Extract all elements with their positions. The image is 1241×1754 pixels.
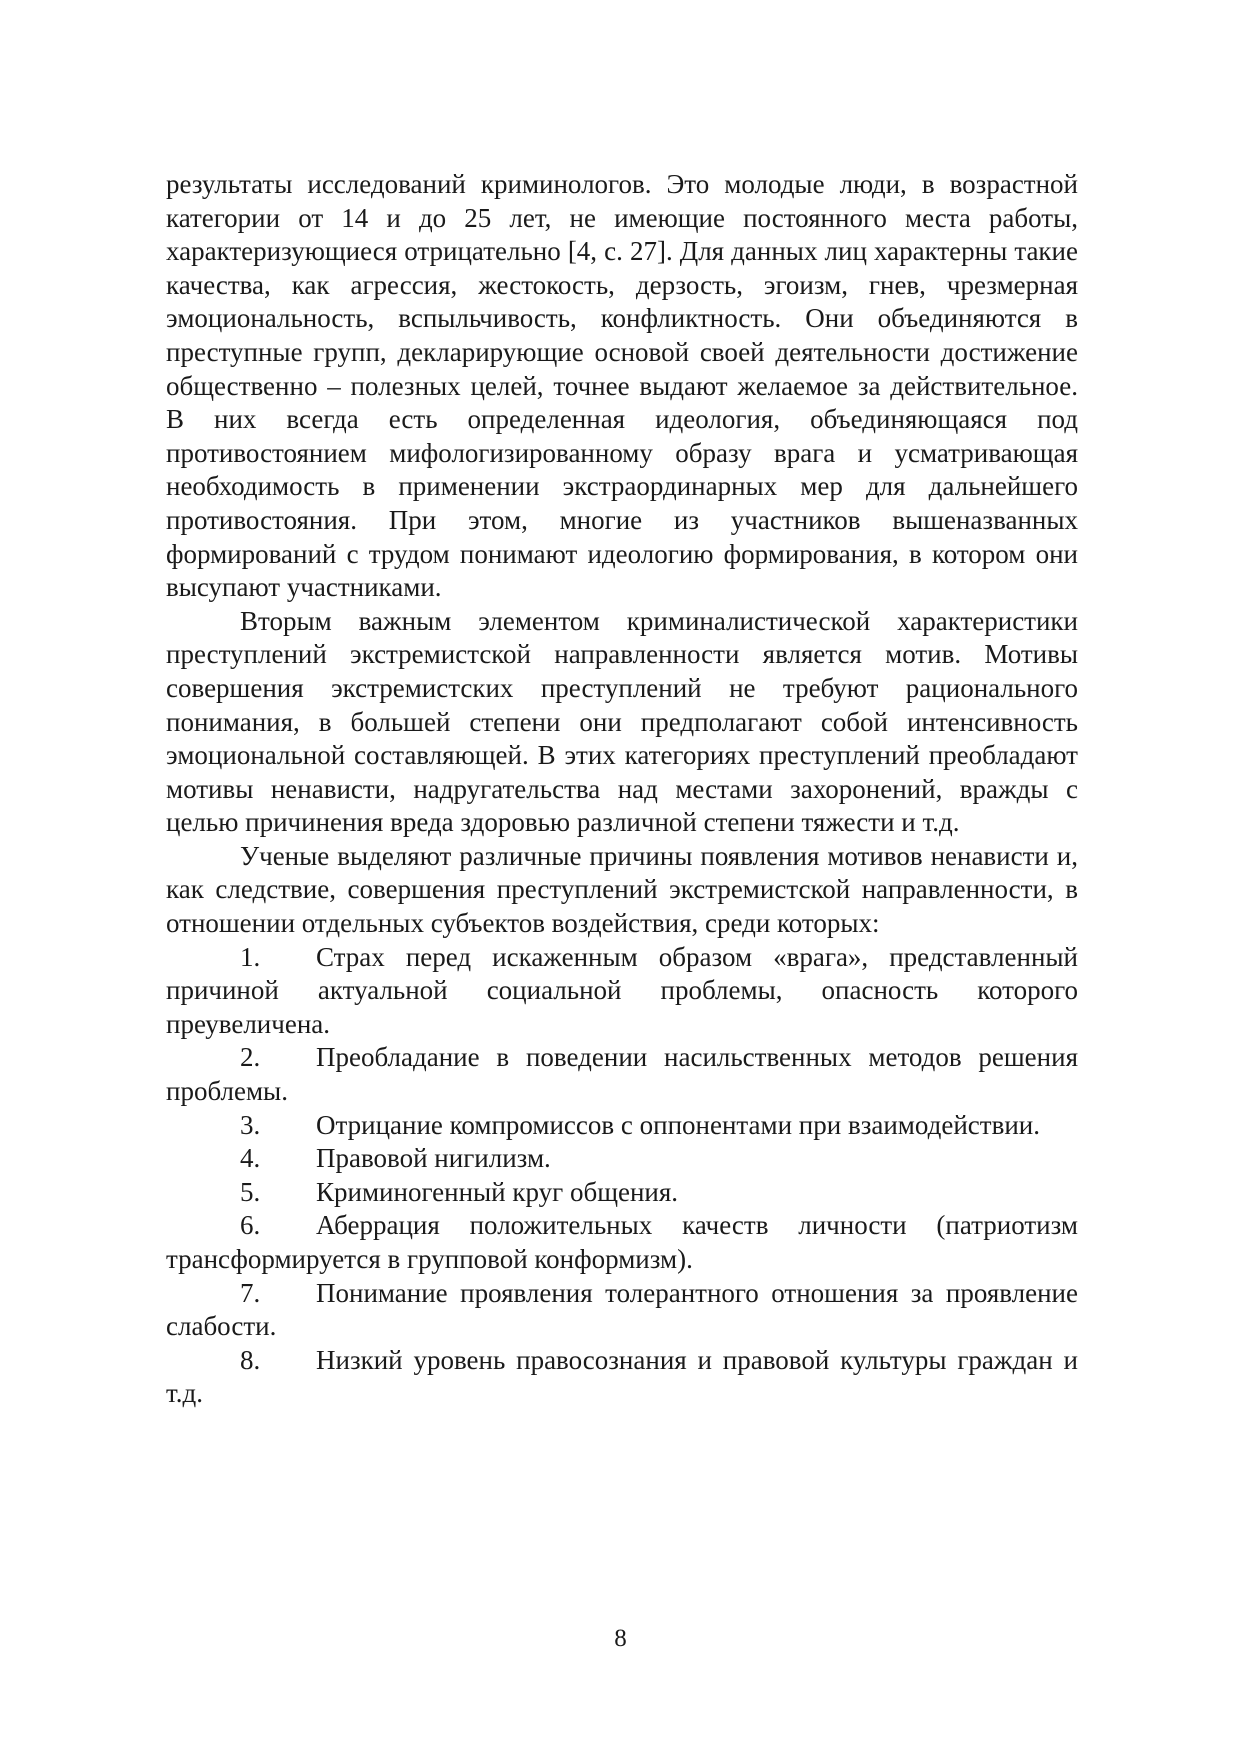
list-item-text: Правовой нигилизм. — [316, 1143, 551, 1174]
list-item-number: 5. — [240, 1176, 261, 1207]
list-item-number: 3. — [240, 1109, 261, 1140]
document-body — [166, 168, 1078, 1411]
list-item — [166, 1109, 1078, 1143]
page-number: 8 — [614, 1625, 627, 1652]
paragraph-1: результаты исследований криминологов. Это молодые люди, в возрастной категории от 14 и до 25 лет, не имеющие постоянного места работы, характеризующиеся отрицательно [4, с. 27]. Для данных лиц характерны такие качества, как агрессия, жестокость, дерзость, эгоизм, гнев, чрезмерная эмоциональность, вспыльчивость, конфликтность. Они объединяются в преступные групп, декларирующие основой своей деятельности достижение общественно – полезных целей, точнее выдают желаемое за действительное. В них всегда есть определенная идеология, объединяющаяся под противостоянием мифологизированному образу врага и усматривающая необходимость в применении экстраординарных мер для дальнейшего противостояния. При этом, многие из участников вышеназванных формирований с трудом понимают идеологию формирования, в котором они высупают участниками. — [166, 169, 1078, 603]
list-item-number: 8. — [240, 1344, 261, 1375]
list-item-number: 1. — [240, 941, 261, 972]
list-item-text: Аберрация положительных качеств личности (патриотизм трансформируется в групповой конформизм). — [166, 1210, 1078, 1274]
list-item-text: Понимание проявления толерантного отношения за проявление слабости. — [166, 1277, 1078, 1342]
causes-list — [166, 941, 1078, 1411]
list-item-number: 6. — [240, 1210, 261, 1241]
list-item-text: Криминогенный круг общения. — [316, 1176, 679, 1207]
list-item-number: 7. — [240, 1277, 261, 1308]
list-item-text: Страх перед искаженным образом «врага», представленный причиной актуальной социальной проблемы, опасность которого преувеличена. — [166, 941, 1078, 1039]
list-item-text: Преобладание в поведении насильственных методов решения проблемы. — [166, 1042, 1078, 1107]
list-item-number: 4. — [240, 1143, 261, 1174]
paragraph-2: Вторым важным элементом криминалистической характеристики преступлений экстремистской направленности является мотив. Мотивы совершения экстремистских преступлений не требуют рационального понимания, в большей степени они предполагают собой интенсивность эмоциональной составляющей. В этих категориях преступлений преобладают мотивы ненависти, надругательства над местами захоронений, вражды с целью причинения вреда здоровью различной степени тяжести и т.д. — [166, 605, 1078, 838]
list-item-text: Отрицание компромиссов с оппонентами при взаимодействии. — [316, 1109, 1040, 1140]
list-item-text: Низкий уровень правосознания и правовой культуры граждан и т.д. — [166, 1344, 1078, 1409]
list-item — [166, 1142, 1078, 1176]
list-item-number: 2. — [240, 1042, 261, 1073]
list-item — [166, 1277, 1078, 1344]
list-item — [166, 1344, 1078, 1411]
list-item — [166, 941, 1078, 1042]
paragraph-3: Ученые выделяют различные причины появления мотивов ненависти и, как следствие, совершения преступлений экстремистской направленности, в отношении отдельных субъектов воздействия, среди которых: — [166, 840, 1078, 939]
list-item — [166, 1209, 1078, 1276]
list-item — [166, 1041, 1078, 1108]
list-item — [166, 1176, 1078, 1210]
